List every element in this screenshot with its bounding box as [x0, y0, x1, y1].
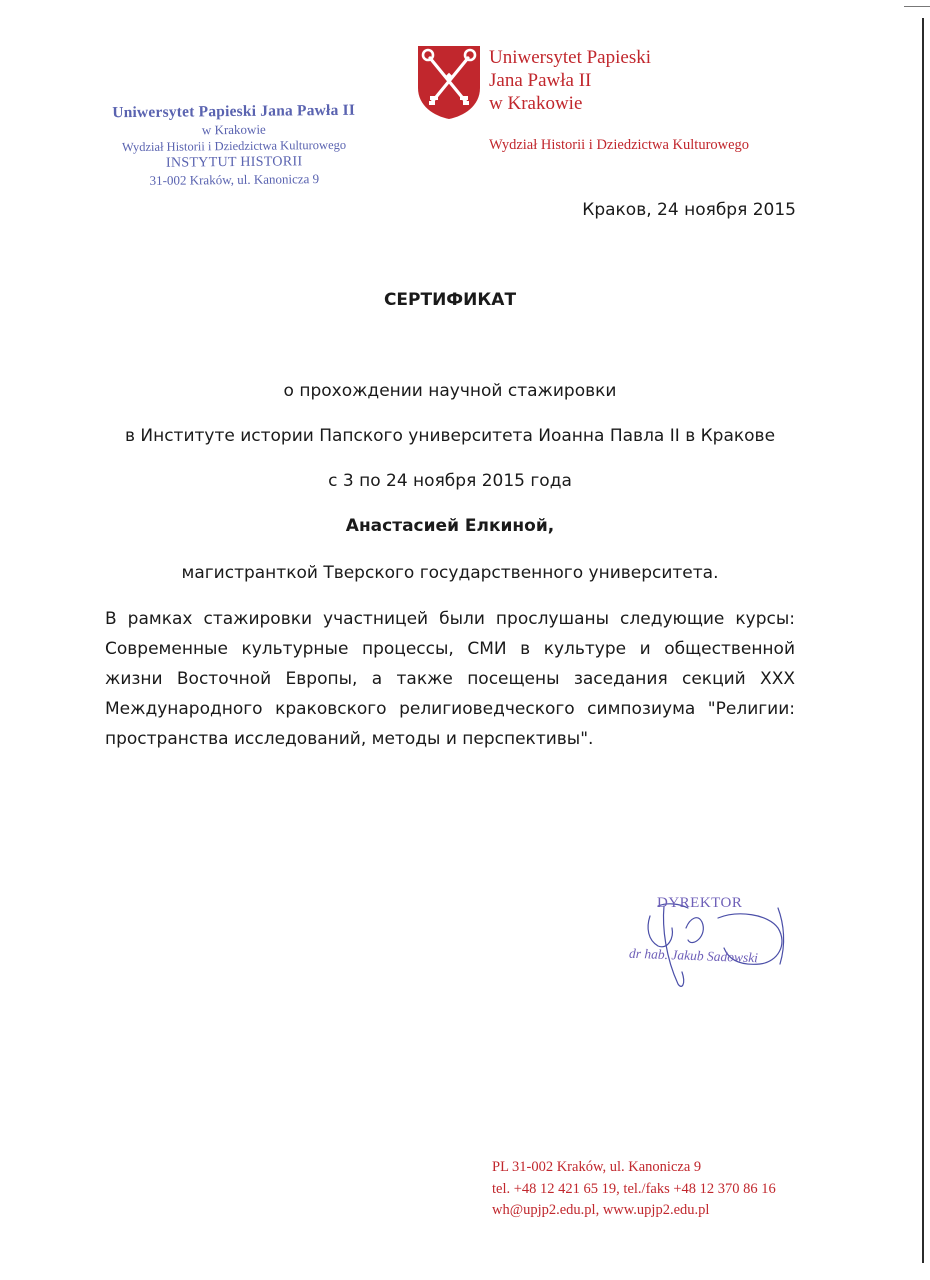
university-name-line-3: w Krakowie — [489, 93, 583, 114]
footer-contacts — [492, 1157, 776, 1222]
footer-phones: tel. +48 12 421 65 19, tel./faks +48 12 370 86 16 — [492, 1180, 776, 1197]
document-title: СЕРТИФИКАТ — [383, 290, 517, 310]
certificate-institution: в Институте истории Папского университета Иоанна Павла II в Кракове — [124, 426, 776, 446]
faculty-name: Wydział Historii i Dziedzictwa Kulturowego — [489, 137, 750, 153]
recipient-affiliation: магистранткой Тверского государственного университета. — [181, 563, 719, 583]
crossed-keys-crest-icon — [416, 44, 482, 120]
stamp-line-3: Wydział Historii i Dziedzictwa Kulturowego — [121, 137, 347, 155]
signatory-title: DYREKTOR — [657, 895, 743, 911]
stamp-line-4: INSTYTUT HISTORII — [165, 154, 303, 171]
certificate-period: с 3 по 24 ноября 2015 года — [328, 471, 572, 491]
footer-address: PL 31-002 Kraków, ul. Kanonicza 9 — [492, 1159, 702, 1175]
university-name-line-2: Jana Pawła II — [489, 70, 592, 91]
certificate-subject: о прохождении научной стажировки — [283, 381, 617, 401]
signatory-name: dr hab. Jakub Sadowski — [628, 945, 759, 966]
university-name — [489, 46, 651, 115]
stamp-line-1: Uniwersytet Papieski Jana Pawła II — [112, 101, 356, 122]
scan-edge-line — [922, 18, 924, 1263]
stamp-line-2: w Krakowie — [201, 121, 266, 138]
certificate-body: В рамках стажировки участницей были прослушаны следующие курсы: Современные культурные процессы, СМИ в культуре и общественной жизни Восточной Европы, а также посещены заседания секций XXX Международного краковского религиоведческого симпозиума "Религии: пространства исследований, методы и перспективы". — [105, 609, 795, 749]
recipient-name: Анастасией Елкиной, — [345, 516, 555, 536]
scan-edge-mark — [904, 6, 930, 7]
stamp-line-5: 31-002 Kraków, ul. Kanonicza 9 — [149, 171, 320, 188]
institute-stamp — [100, 102, 369, 190]
letter-date: Краков, 24 ноября 2015 — [582, 200, 796, 220]
footer-email-web: wh@upjp2.edu.pl, www.upjp2.edu.pl — [492, 1202, 710, 1218]
university-name-line-1: Uniwersytet Papieski — [489, 47, 652, 68]
